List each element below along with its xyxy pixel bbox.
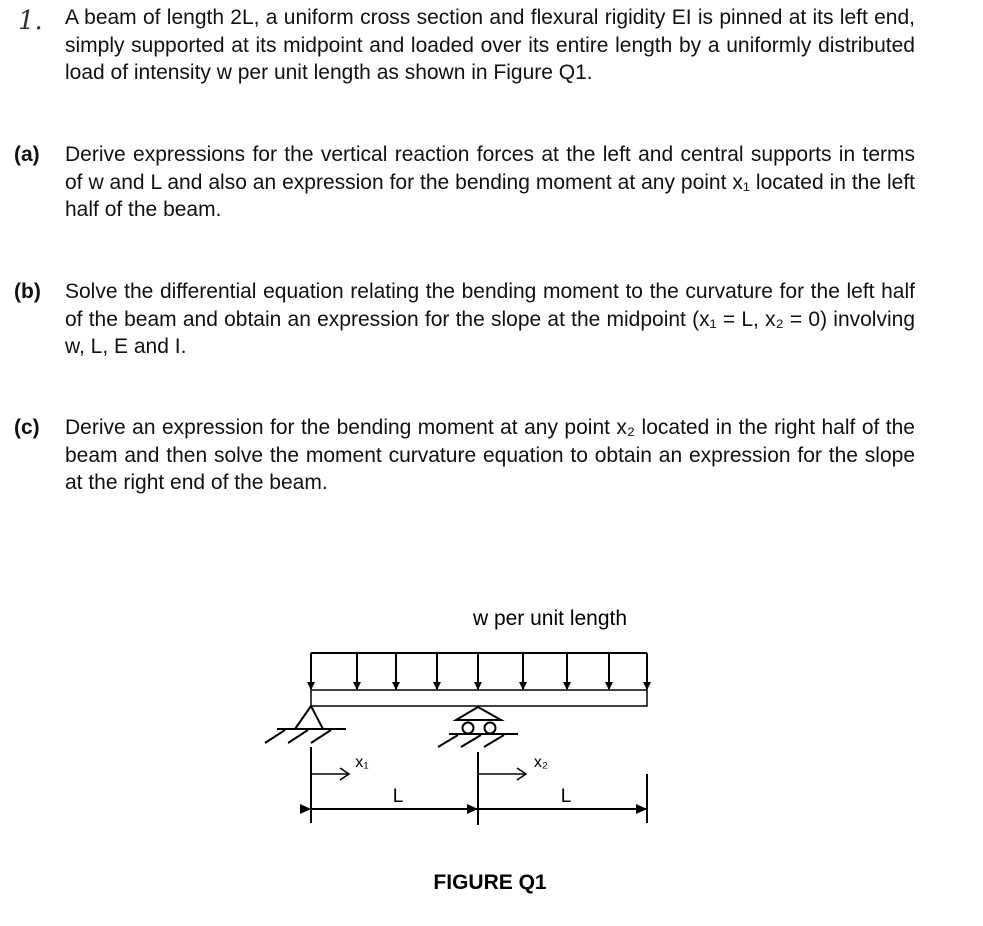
part-b-label: (b) (14, 280, 41, 303)
x1-label: x₁ (355, 754, 369, 771)
question-intro: A beam of length 2L, a uniform cross section and flexural rigidity EI is pinned at its left end, simply supported at its midpoint and loaded over its entire length by a uniformly distributed load of intensity w per unit length as shown in Figure Q1. (65, 6, 915, 84)
span-right-label: L (560, 786, 572, 807)
x1-axis-arrow (311, 768, 349, 780)
span-left-label: L (392, 786, 404, 807)
x2-label: x₂ (533, 754, 549, 771)
figure-caption: FIGURE Q1 (433, 871, 547, 894)
part-a-label: (a) (14, 143, 40, 166)
x2-axis-arrow (478, 768, 526, 780)
load-label: w per unit length (472, 607, 628, 630)
part-b-text: Solve the differential equation relating the bending moment to the curvature for the left half of the beam and obtain an expression for the slope at the midpoint (x₁ = L, x₂ = 0) involving w, L, E and I. (65, 280, 915, 358)
beam (311, 690, 647, 706)
pin-support-icon (265, 706, 346, 743)
part-a-text: Derive expressions for the vertical reaction forces at the left and central supports in terms of w and L and also an expression for the bending moment at any point x₁ located in the left half of the beam. (65, 143, 915, 221)
question-number: 1. (18, 6, 43, 36)
part-c-text: Derive an expression for the bending moment at any point x₂ located in the right half of the beam and then solve the moment curvature equation to obtain an expression for the slope at the right end of the beam. (65, 416, 915, 494)
part-c-label: (c) (14, 416, 40, 439)
roller-support-icon (438, 707, 518, 747)
distributed-load-arrows (311, 653, 647, 689)
